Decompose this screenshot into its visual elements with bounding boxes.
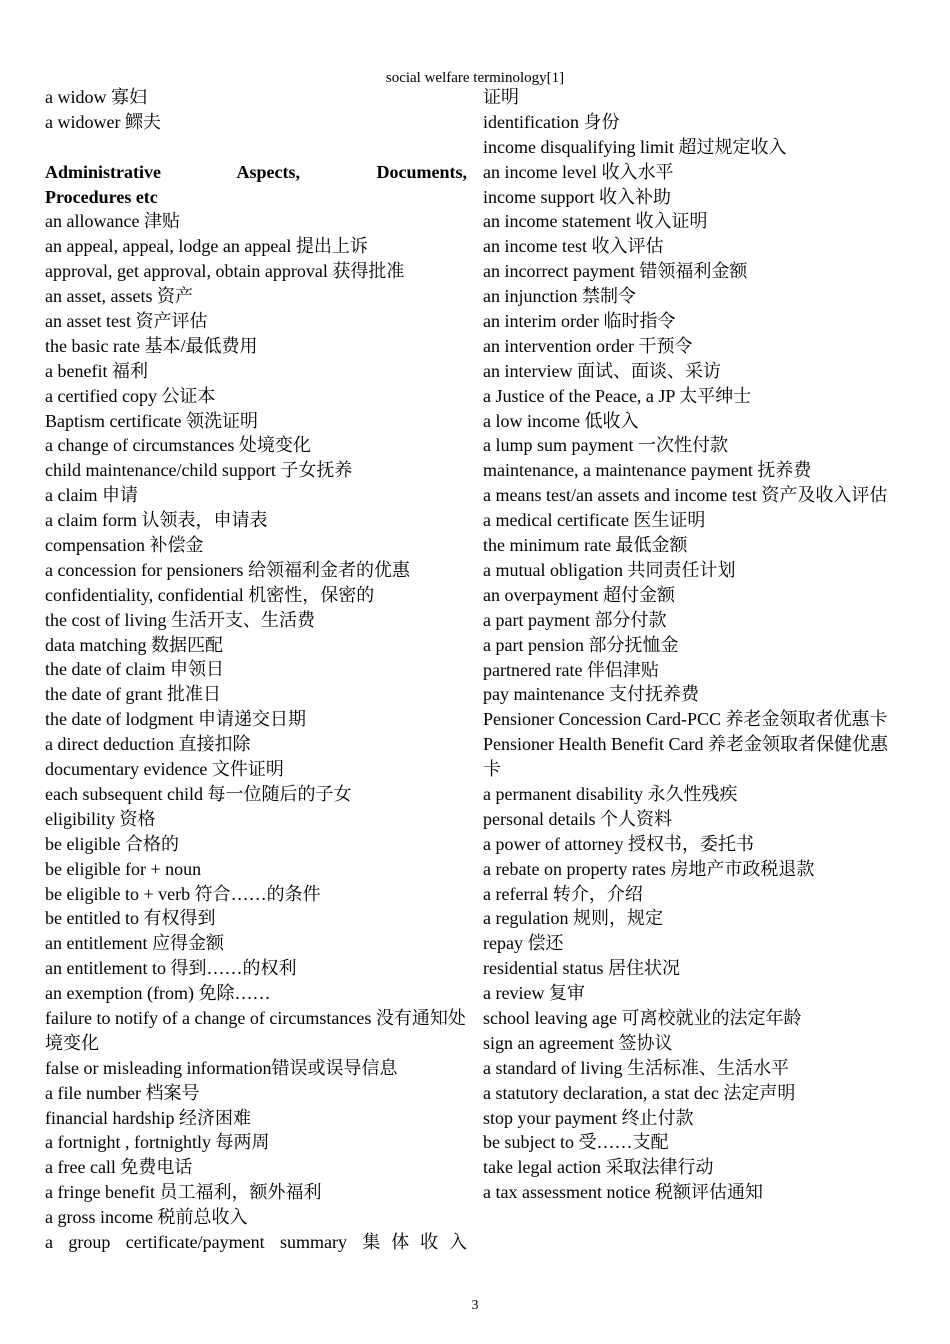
term-line: a rebate on property rates 房地产市政税退款 (483, 858, 815, 879)
term-line: personal details 个人资料 (483, 808, 672, 829)
term-line: a medical certificate 医生证明 (483, 510, 706, 531)
term-line: the basic rate 基本/最低费用 (45, 335, 258, 356)
term-line: a lump sum payment 一次性付款 (483, 435, 728, 456)
term-line: be eligible for + noun (45, 858, 202, 879)
term-line: an income statement 收入证明 (483, 211, 708, 232)
term-line: a group certificate/payment summary 集体收入 (45, 1232, 467, 1252)
term-line: a standard of living 生活标准、生活水平 (483, 1057, 789, 1078)
term-line: false or misleading information错误或误导信息 (45, 1057, 398, 1078)
term-line: a means test/an assets and income test 资产及收入评估 (483, 485, 888, 506)
term-line: a permanent disability 永久性残疾 (483, 784, 738, 804)
term-line: a tax assessment notice 税额评估通知 (483, 1182, 763, 1203)
term-line: data matching 数据匹配 (45, 634, 223, 655)
term-line: a fortnight , fortnightly 每两周 (45, 1132, 270, 1153)
term-line: an asset, assets 资产 (45, 286, 193, 307)
term-line: an incorrect payment 错领福利金额 (483, 261, 748, 282)
term-line: an injunction 禁制令 (483, 286, 636, 307)
term-line: stop your payment 终止付款 (483, 1107, 694, 1128)
term-line: approval, get approval, obtain approval 获得批准 (45, 261, 405, 282)
term-line: compensation 补偿金 (45, 535, 204, 556)
term-line: an exemption (from) 免除…… (45, 983, 271, 1004)
term-line: income disqualifying limit 超过规定收入 (483, 136, 787, 157)
term-line: school leaving age 可离校就业的法定年龄 (483, 1008, 802, 1029)
term-line: a Justice of the Peace, a JP 太平绅士 (483, 385, 752, 406)
term-line: income support 收入补助 (483, 186, 671, 207)
term-line: failure to notify of a change of circumstances 没有通知处境变化 (45, 1007, 466, 1053)
term-line: sign an agreement 签协议 (483, 1032, 673, 1053)
term-line: be eligible 合格的 (45, 833, 179, 854)
term-line: the date of lodgment 申请递交日期 (45, 709, 306, 730)
term-line: a gross income 税前总收入 (45, 1207, 248, 1228)
term-line: a statutory declaration, a stat dec 法定声明 (483, 1082, 796, 1103)
section-heading-cont: Procedures etc (45, 186, 158, 207)
term-line: confidentiality, confidential 机密性，保密的 (45, 584, 375, 605)
term-line: a free call 免费电话 (45, 1157, 193, 1178)
term-line: Pensioner Health Benefit Card 养老金领取者保健优惠卡 (483, 734, 888, 780)
term-line: be subject to 受……支配 (483, 1132, 669, 1153)
term-line: a file number 档案号 (45, 1082, 200, 1103)
page-number: 3 (471, 1298, 479, 1313)
term-line: an entitlement to 得到……的权利 (45, 958, 297, 979)
term-line: Pensioner Concession Card-PCC 养老金领取者优惠卡 (483, 709, 888, 730)
term-line: a part payment 部分付款 (483, 609, 667, 630)
left-column (45, 85, 467, 1255)
term-line: 证明 (483, 87, 519, 107)
term-line: documentary evidence 文件证明 (45, 759, 284, 780)
term-line: the date of grant 批准日 (45, 684, 221, 705)
term-line: be entitled to 有权得到 (45, 908, 216, 929)
term-line: child maintenance/child support 子女抚养 (45, 460, 353, 481)
term-line: eligibility 资格 (45, 808, 156, 829)
spacer (45, 135, 467, 160)
term-line: residential status 居住状况 (483, 958, 680, 979)
term-line: be eligible to + verb 符合……的条件 (45, 883, 321, 904)
term-line: a review 复审 (483, 983, 585, 1004)
term-line: a claim 申请 (45, 485, 138, 506)
term-line: repay 偿还 (483, 933, 564, 954)
term-line: a mutual obligation 共同责任计划 (483, 559, 736, 580)
page-header: social welfare terminology[1] (385, 70, 565, 86)
term-line: an interim order 临时指令 (483, 311, 676, 332)
term-line: partnered rate 伴侣津贴 (483, 659, 659, 680)
term-line: pay maintenance 支付抚养费 (483, 684, 699, 705)
term-line: a benefit 福利 (45, 360, 148, 381)
term-line: a widower 鳏夫 (45, 111, 161, 132)
term-line: a direct deduction 直接扣除 (45, 734, 251, 755)
term-line: an entitlement 应得金额 (45, 933, 224, 954)
term-line: a power of attorney 授权书，委托书 (483, 833, 754, 854)
term-line: an interview 面试、面谈、采访 (483, 360, 721, 381)
section-heading: Administrative Aspects, Documents, (45, 161, 467, 182)
term-line: a widow 寡妇 (45, 87, 147, 107)
term-line: a fringe benefit 员工福利，额外福利 (45, 1182, 322, 1203)
term-line: an appeal, appeal, lodge an appeal 提出上诉 (45, 236, 368, 257)
term-line: a claim form 认领表，申请表 (45, 510, 268, 531)
term-line: financial hardship 经济困难 (45, 1107, 251, 1128)
term-line: an allowance 津贴 (45, 211, 180, 232)
term-line: the minimum rate 最低金额 (483, 535, 688, 556)
term-line: each subsequent child 每一位随后的子女 (45, 783, 352, 804)
term-line: identification 身份 (483, 111, 620, 132)
term-line: take legal action 采取法律行动 (483, 1157, 714, 1178)
term-line: a concession for pensioners 给领福利金者的优惠 (45, 559, 410, 580)
term-line: a change of circumstances 处境变化 (45, 435, 311, 456)
term-line: Baptism certificate 领洗证明 (45, 410, 258, 431)
term-line: an intervention order 干预令 (483, 335, 693, 356)
right-column (483, 85, 905, 1205)
term-line: a regulation 规则，规定 (483, 908, 663, 929)
term-line: maintenance, a maintenance payment 抚养费 (483, 460, 812, 481)
term-line: an overpayment 超付金额 (483, 584, 675, 605)
term-line: an income test 收入评估 (483, 236, 664, 257)
term-line: the cost of living 生活开支、生活费 (45, 609, 315, 630)
term-line: the date of claim 申领日 (45, 659, 224, 680)
term-line: a certified copy 公证本 (45, 385, 216, 406)
term-line: a low income 低收入 (483, 410, 639, 431)
term-line: an income level 收入水平 (483, 161, 674, 182)
term-line: an asset test 资产评估 (45, 311, 208, 332)
term-line: a referral 转介，介绍 (483, 883, 643, 904)
term-line: a part pension 部分抚恤金 (483, 634, 679, 655)
